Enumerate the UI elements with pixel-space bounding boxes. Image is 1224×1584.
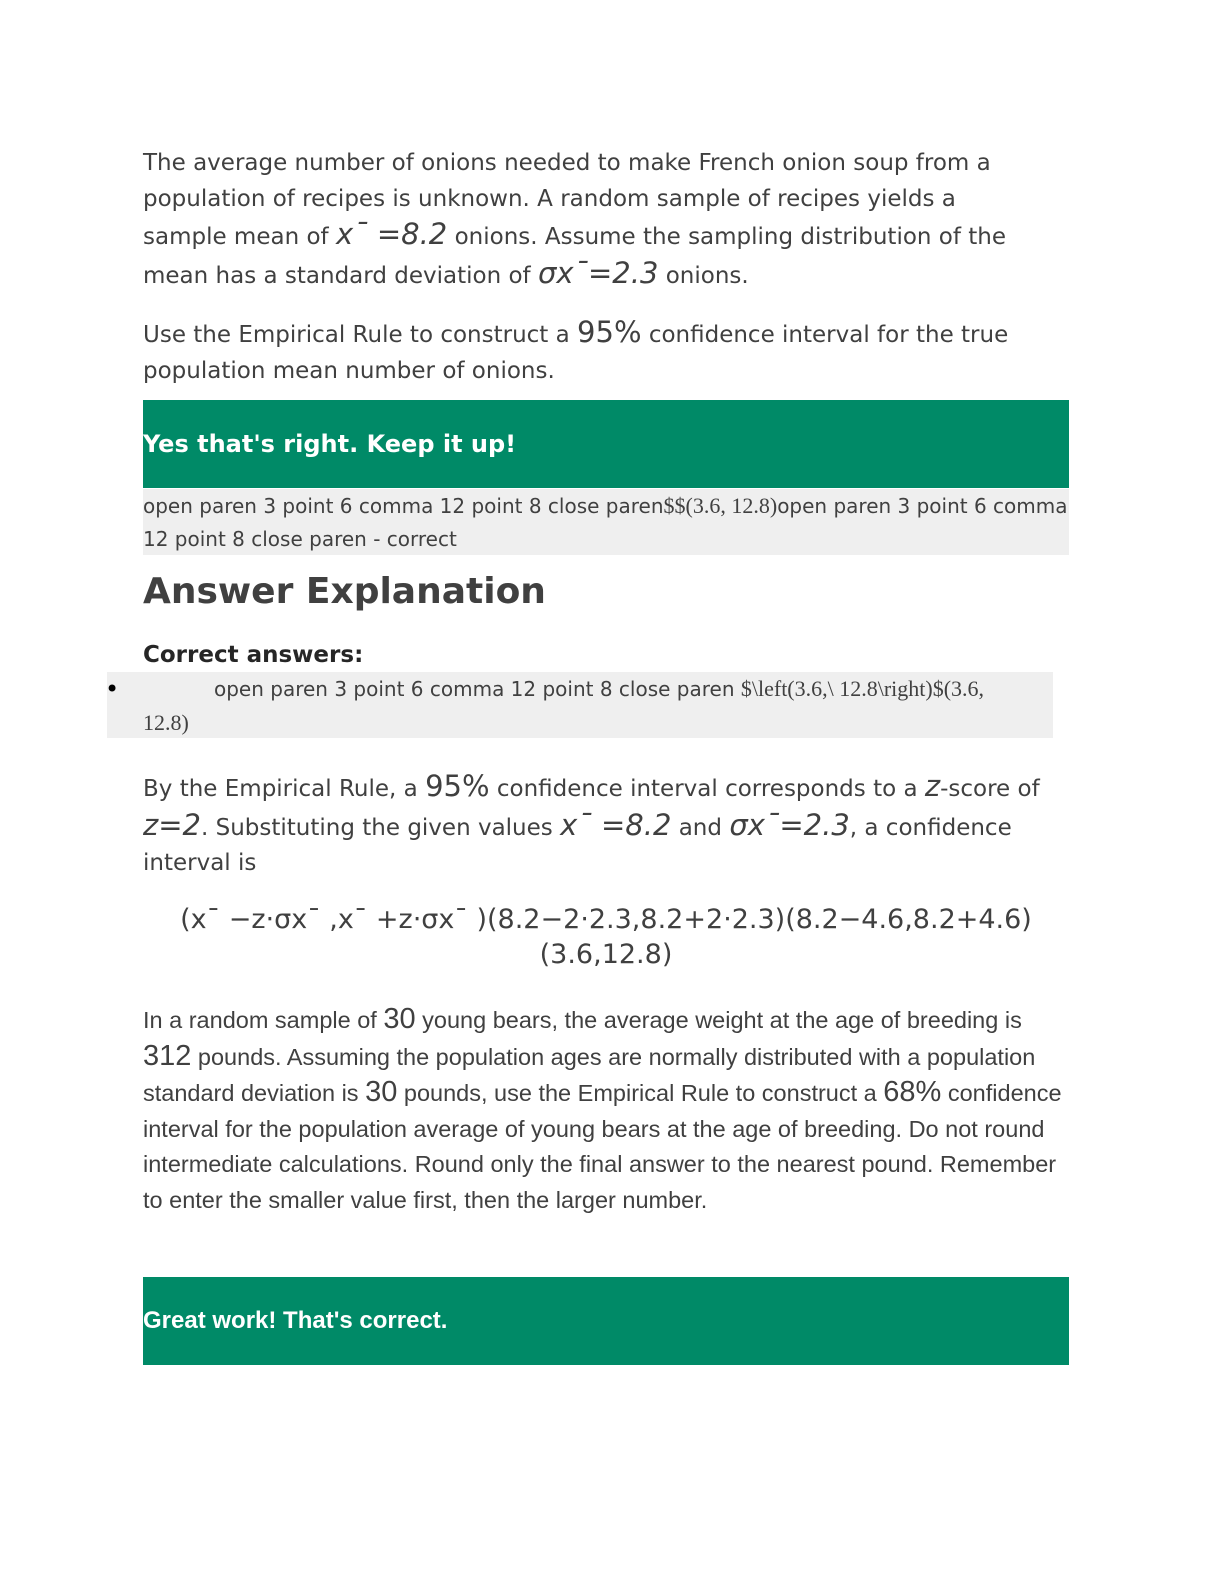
feedback-message: Yes that's right. Keep it up! xyxy=(143,430,517,458)
formula-line-2: (3.6,12.8) xyxy=(539,939,673,970)
sample-mean-math: x¯ =8.2 xyxy=(335,217,448,251)
formula-line-1: (x¯ −z⋅σx¯ ,x¯ +z⋅σx¯ )(8.2−2⋅2.3,8.2+2⋅2.3)(8.2−4.6,8.2+4.6) xyxy=(180,904,1032,935)
question-text: onions. Assume the sampling distribution of the mean has a standard deviation of xyxy=(143,224,1007,289)
feedback-correct-banner-2 xyxy=(143,1277,1069,1365)
question-2-stem: In a random sample of 30 young bears, the average weight at the age of breeding is 312 pounds. Assuming the population ages are normally distributed with a population standard deviation is 30 pounds, use the Empirical Rule to construct a 68% confidence interval for the population average of young bears at the age of breeding. Do not round intermediate calculations. Round only the final answer to the nearest pound. Remember to enter the smaller value first, then the larger number. xyxy=(143,1003,1062,1213)
bullet-icon: • xyxy=(105,675,120,703)
question-1-prompt: Use the Empirical Rule to construct a 95% confidence interval for the true population mean number of onions. xyxy=(143,315,1009,384)
question-1-stem xyxy=(143,146,1043,294)
question-text: The average number of onions needed to make French onion soup from a population of recipes is unknown. A random sample of recipes yields a sample mean of xyxy=(143,150,991,250)
std-dev-math: σx¯=2.3 xyxy=(537,255,659,290)
correct-answers-label: Correct answers: xyxy=(143,642,364,668)
question-text: onions. xyxy=(658,262,749,289)
submitted-answer: open paren 3 point 6 comma 12 point 8 close paren$$(3.6, 12.8)open paren 3 point 6 comma 12 point 8 close paren - correct xyxy=(143,489,1069,555)
correct-answer-item: • open paren 3 point 6 comma 12 point 8 close paren $\left(3.6,\ 12.8\right)$(3.6, 12.8) xyxy=(107,672,1053,738)
feedback-correct-banner xyxy=(143,400,1069,488)
feedback-message: Great work! That's correct. xyxy=(143,1307,448,1334)
answer-explanation-heading: Answer Explanation xyxy=(143,571,546,612)
explanation-text: By the Empirical Rule, a 95% confidence interval corresponds to a z-score of z=2. Substituting the given values x¯ =8.2 and σx¯=2.3, a confidence interval is xyxy=(143,769,1040,876)
confidence-level: 95% xyxy=(577,315,642,349)
